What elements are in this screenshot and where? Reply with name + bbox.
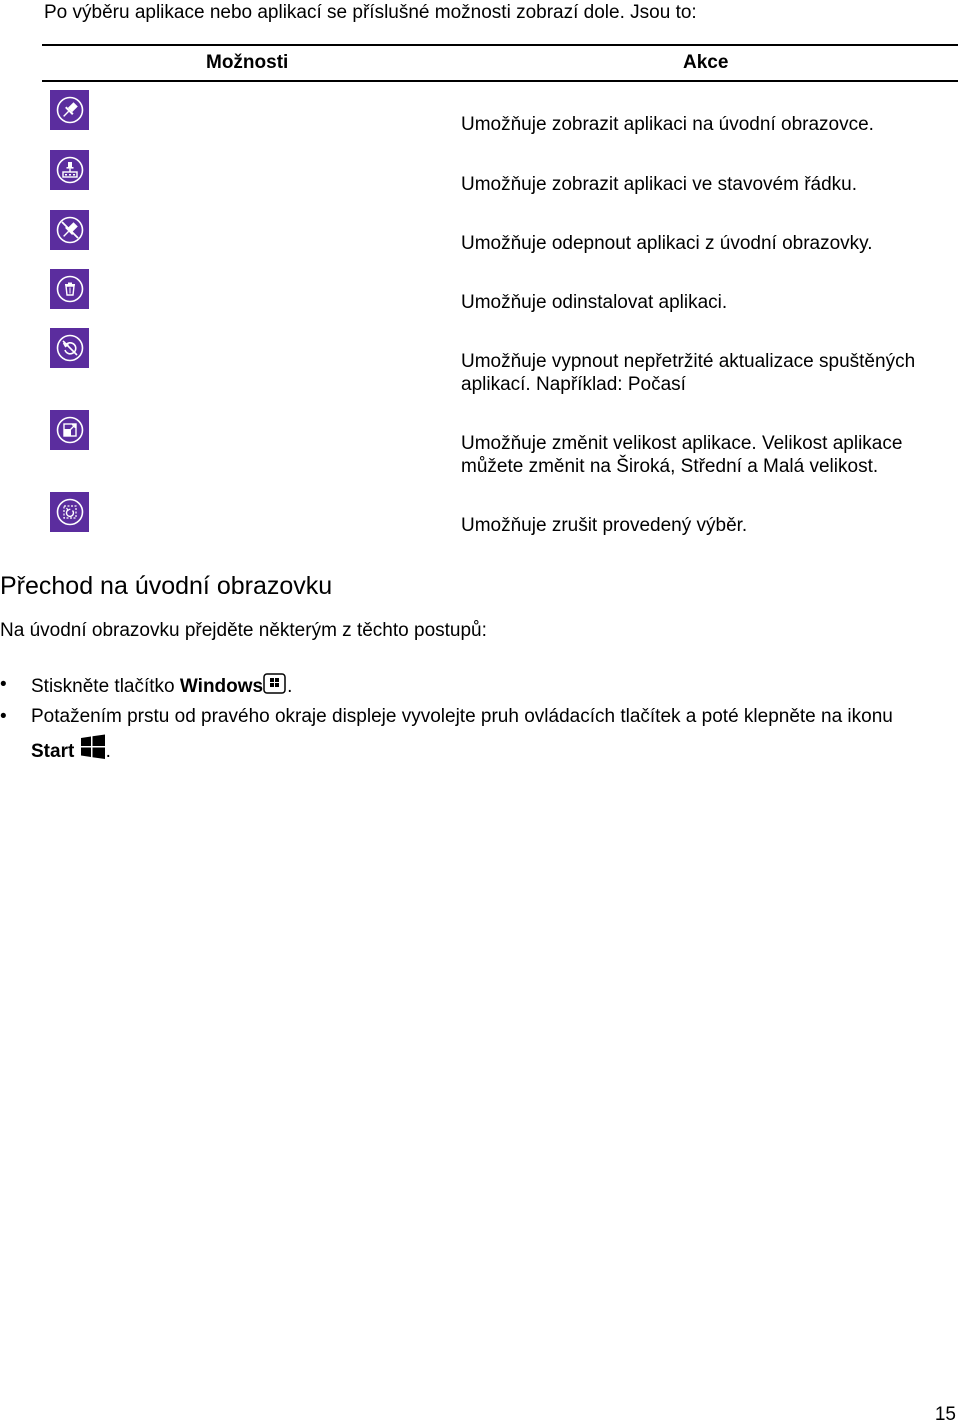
bullet-start-suffix: . bbox=[105, 741, 111, 762]
table-top-rule bbox=[42, 44, 958, 46]
page-number: 15 bbox=[934, 1404, 956, 1425]
trash-icon bbox=[50, 269, 89, 309]
section-heading: Přechod na úvodní obrazovku bbox=[0, 572, 333, 600]
bullet-item-windows bbox=[31, 673, 292, 702]
bullet-windows-bold: Windows bbox=[179, 676, 264, 697]
taskbar-pin-icon bbox=[50, 150, 89, 190]
bullet-marker: • bbox=[0, 674, 7, 695]
action-text-unpin: Umožňuje odepnout aplikaci z úvodní obrazovky. bbox=[461, 233, 873, 254]
bullet-windows-text: Stiskněte tlačítko bbox=[31, 676, 180, 697]
action-text-resize-line1: Umožňuje změnit velikost aplikace. Velikost aplikace bbox=[461, 433, 903, 454]
action-text-taskbar: Umožňuje zobrazit aplikaci ve stavovém řádku. bbox=[461, 174, 858, 195]
bullet-marker: • bbox=[0, 706, 7, 727]
column-header-action: Akce bbox=[683, 52, 729, 73]
live-tile-off-icon bbox=[50, 328, 89, 368]
action-text-uninstall: Umožňuje odinstalovat aplikaci. bbox=[461, 292, 728, 313]
action-text-clear: Umožňuje zrušit provedený výběr. bbox=[461, 515, 748, 536]
bullet-start-bold: Start bbox=[31, 741, 75, 762]
pin-icon bbox=[50, 90, 89, 130]
action-text-resize bbox=[461, 432, 951, 478]
action-text-live-tile bbox=[461, 350, 951, 396]
intro-text: Po výběru aplikace nebo aplikací se příslušné možnosti zobrazí dole. Jsou to: bbox=[44, 2, 697, 23]
resize-icon bbox=[50, 410, 89, 450]
action-text-pin: Umožňuje zobrazit aplikaci na úvodní obrazovce. bbox=[461, 114, 874, 135]
windows-button-icon bbox=[263, 673, 287, 702]
windows-start-icon bbox=[80, 734, 106, 767]
bullet-item-swipe: Potažením prstu od pravého okraje displeje vyvolejte pruh ovládacích tlačítek a poté klepněte na ikonu bbox=[31, 706, 893, 727]
bullet-item-swipe-cont bbox=[31, 734, 111, 767]
table-header-rule bbox=[42, 80, 958, 82]
unpin-icon bbox=[50, 210, 89, 250]
action-text-resize-line2: můžete změnit na Široká, Střední a Malá velikost. bbox=[461, 456, 879, 477]
action-text-live-tile-line1: Umožňuje vypnout nepřetržité aktualizace spuštěných bbox=[461, 351, 916, 372]
clear-selection-icon bbox=[50, 492, 89, 532]
column-header-options: Možnosti bbox=[206, 52, 289, 73]
bullet-windows-suffix: . bbox=[287, 676, 293, 697]
section-paragraph: Na úvodní obrazovku přejděte některým z těchto postupů: bbox=[0, 620, 487, 641]
action-text-live-tile-line2: aplikací. Například: Počasí bbox=[461, 374, 686, 395]
